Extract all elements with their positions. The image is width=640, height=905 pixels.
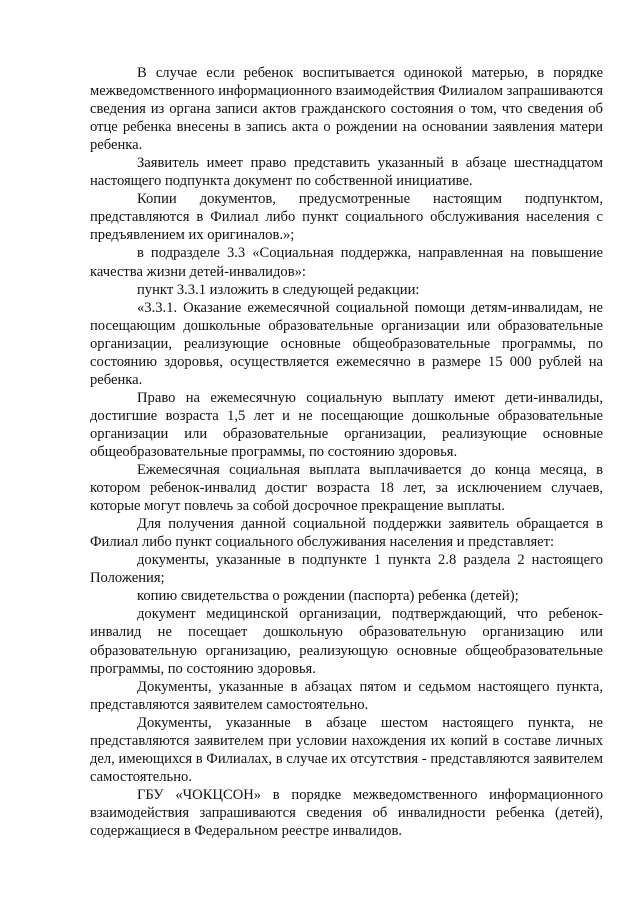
paragraph-how-to-apply: Для получения данной социальной поддержки заявитель обращается в Филиал либо пункт социального обслуживания населения и представляет:	[90, 516, 603, 551]
paragraph-personal-files: Документы, указанные в абзаце шестом настоящего пункта, не представляются заявителем при условии нахождения их копий в составе личных дел, имеющихся в Филиалах, в случае их отсутствия - представляются заявителем самостоятельно.	[90, 714, 603, 785]
paragraph-medical-document: документ медицинской организации, подтверждающий, что ребенок-инвалид не посещает дошкольную образовательную организацию или образовательную организацию, реализующую основные общеобразовательные программы, по состоянию здоровья.	[90, 606, 603, 677]
paragraph-clause-3-3-1-intro: пункт 3.3.1 изложить в следующей редакции:	[137, 281, 420, 298]
paragraph-applicant-right: Заявитель имеет право представить указанный в абзаце шестнадцатом настоящего подпункта документ по собственной инициативе.	[90, 155, 603, 190]
paragraph-document-copies: Копии документов, предусмотренные настоящим подпунктом, представляются в Филиал либо пункт социального обслуживания населения с предъявлением их оригиналов.»;	[90, 191, 603, 244]
paragraph-single-mother: В случае если ребенок воспитывается одинокой матерью, в порядке межведомственного информационного взаимодействия Филиалом запрашиваются сведения из органа записи актов гражданского состояния о том, что сведения об отце ребенка внесены в запись акта о рождении на основании заявления матери ребенка.	[90, 65, 603, 154]
document-body	[90, 64, 603, 840]
paragraph-self-submitted: Документы, указанные в абзацах пятом и седьмом настоящего пункта, представляются заявителем самостоятельно.	[90, 678, 603, 713]
paragraph-payment-duration: Ежемесячная социальная выплата выплачивается до конца месяца, в котором ребенок-инвалид достиг возраста 18 лет, за исключением случаев, которые могут повлечь за собой досрочное прекращение выплаты.	[90, 462, 603, 515]
paragraph-subsection-3-3: в подразделе 3.3 «Социальная поддержка, направленная на повышение качества жизни детей-инвалидов»:	[90, 245, 603, 280]
paragraph-federal-registry: ГБУ «ЧОКЦСОН» в порядке межведомственного информационного взаимодействия запрашиваются сведения об инвалидности ребенка (детей), содержащиеся в Федеральном реестре инвалидов.	[90, 786, 603, 839]
paragraph-required-documents: документы, указанные в подпункте 1 пункта 2.8 раздела 2 настоящего Положения;	[90, 552, 603, 587]
paragraph-birth-certificate: копию свидетельства о рождении (паспорта) ребенка (детей);	[137, 588, 519, 605]
paragraph-eligibility: Право на ежемесячную социальную выплату имеют дети-инвалиды, достигшие возраста 1,5 лет и не посещающие дошкольные образовательные организации или образовательные организации, реализующие основные общеобразовательные программы, по состоянию здоровья.	[90, 389, 603, 460]
paragraph-clause-3-3-1: «3.3.1. Оказание ежемесячной социальной помощи детям-инвалидам, не посещающим дошкольные образовательные организации или образовательные организации, реализующие основные общеобразовательные программы, по состоянию здоровья, осуществляется ежемесячно в размере 15 000 рублей на ребенка.	[90, 299, 603, 388]
